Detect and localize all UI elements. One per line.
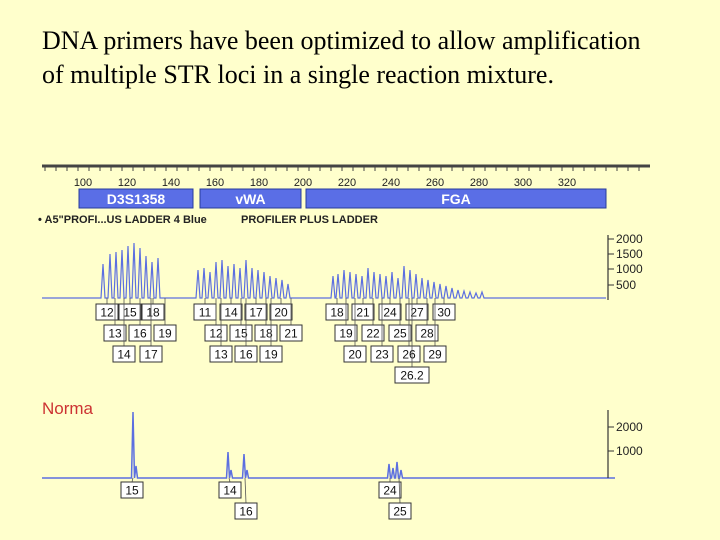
size-scale	[42, 166, 650, 189]
allele-label: 14	[223, 483, 237, 498]
allele-label: 19	[339, 326, 353, 341]
scale-tick-label: 180	[249, 177, 269, 189]
allele-label: 18	[146, 305, 160, 320]
locus-name: FGA	[441, 191, 471, 207]
locus-name: vWA	[235, 191, 266, 207]
allele-label: 18	[259, 326, 273, 341]
ladder-caption: • A5"PROFI...US LADDER 4 Blue	[38, 214, 207, 226]
allele-label: 19	[158, 326, 172, 341]
allele-label: 15	[234, 326, 248, 341]
allele-label: 16	[239, 347, 253, 362]
ladder-caption-kit: PROFILER PLUS LADDER	[241, 214, 378, 226]
scale-tick-label: 320	[557, 177, 577, 189]
allele-label: 20	[348, 347, 362, 362]
allele-label: 15	[125, 483, 139, 498]
allele-label: 13	[214, 347, 228, 362]
locus-bars	[79, 189, 606, 208]
scale-tick-label: 120	[117, 177, 137, 189]
sample-allele-labels	[121, 478, 411, 519]
allele-label: 17	[249, 305, 263, 320]
allele-label: 25	[393, 326, 407, 341]
ladder-trace	[42, 243, 606, 298]
allele-label: 21	[284, 326, 298, 341]
scale-tick-label: 300	[513, 177, 533, 189]
scale-tick-label: 220	[337, 177, 357, 189]
sample-scale-label: 1000	[616, 444, 643, 458]
title-line-1: DNA primers have been optimized to allow amplification	[42, 26, 641, 55]
allele-label: 18	[330, 305, 344, 320]
allele-label: 13	[108, 326, 122, 341]
allele-label: 27	[410, 305, 424, 320]
sample-allele-leader	[229, 478, 230, 482]
ladder-intensity-scale	[608, 232, 643, 300]
scale-tick-label: 200	[293, 177, 313, 189]
allele-label: 16	[239, 504, 253, 519]
allele-label: 19	[264, 347, 278, 362]
allele-label: 12	[100, 305, 114, 320]
sample-intensity-scale	[608, 410, 643, 478]
allele-label: 20	[274, 305, 288, 320]
allele-label: 24	[383, 305, 397, 320]
allele-label: 15	[123, 305, 137, 320]
locus-name: D3S1358	[106, 191, 166, 207]
allele-label: 16	[133, 326, 147, 341]
allele-label: 22	[366, 326, 380, 341]
allele-label: 24	[383, 483, 397, 498]
sample-label: Norma	[42, 399, 94, 418]
allele-label: 26	[402, 347, 416, 362]
scale-tick-label: 240	[381, 177, 401, 189]
allele-label: 29	[428, 347, 442, 362]
sample-allele-leader	[245, 478, 246, 503]
allele-label: 14	[117, 347, 131, 362]
scale-tick-label: 280	[469, 177, 489, 189]
scale-tick-label: 140	[161, 177, 181, 189]
allele-label: 12	[209, 326, 223, 341]
allele-label: 25	[393, 504, 407, 519]
ladder-scale-label: 500	[616, 278, 637, 292]
ladder-trace-line	[42, 243, 606, 298]
allele-label: 30	[437, 305, 451, 320]
allele-label: 23	[375, 347, 389, 362]
sample-trace	[42, 412, 615, 478]
allele-label: 21	[356, 305, 370, 320]
ladder-scale-label: 1000	[616, 262, 643, 276]
allele-label: 14	[224, 305, 238, 320]
allele-label: 28	[420, 326, 434, 341]
ladder-scale-label: 2000	[616, 232, 643, 246]
allele-label: 11	[198, 305, 212, 320]
ladder-scale-label: 1500	[616, 247, 643, 261]
allele-label: 17	[144, 347, 158, 362]
sample-scale-label: 2000	[616, 420, 643, 434]
scale-tick-label: 160	[205, 177, 225, 189]
allele-label: 26.2	[400, 368, 424, 383]
scale-tick-label: 100	[73, 177, 93, 189]
scale-tick-label: 260	[425, 177, 445, 189]
ladder-allele-labels	[96, 298, 455, 383]
title-line-2: of multiple STR loci in a single reaction mixture.	[42, 60, 554, 89]
sample-trace-line	[42, 412, 615, 478]
